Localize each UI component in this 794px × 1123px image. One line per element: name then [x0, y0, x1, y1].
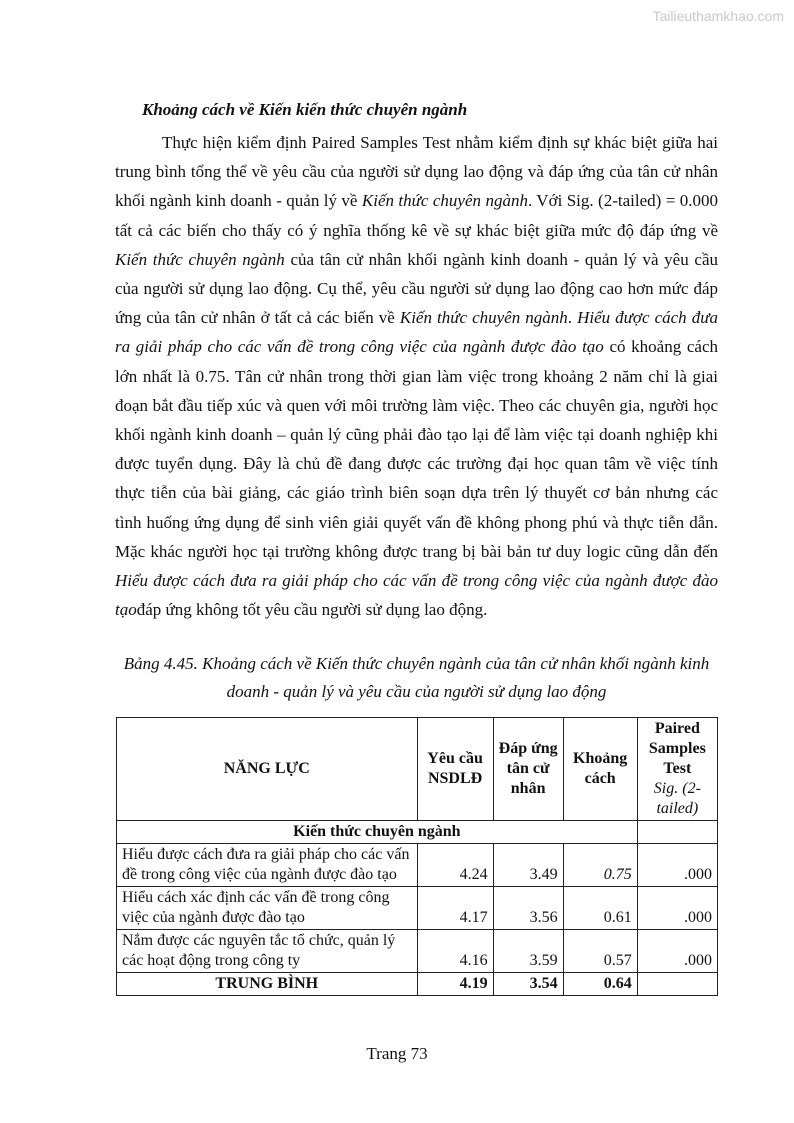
header-gap: Khoảng cách: [563, 718, 637, 821]
total-empty-cell: [637, 973, 717, 996]
para-italic-3: Kiến thức chuyên ngành: [399, 308, 568, 328]
group-empty-cell: [637, 821, 717, 844]
row-gap: 0.75: [563, 844, 637, 887]
header-requirement: Yêu cầu NSDLĐ: [417, 718, 493, 821]
row-response: 3.49: [493, 844, 563, 887]
table-caption: Bảng 4.45. Khoảng cách về Kiến thức chuyên ngành của tân cử nhân khối ngành kinh doanh - quản lý và yêu cầu của người sử dụng lao động: [123, 654, 710, 701]
gap-table: [116, 717, 718, 996]
row-requirement: 4.17: [417, 887, 493, 930]
table-header-row: [117, 718, 718, 821]
section-heading: Khoảng cách về Kiến kiến thức chuyên ngành: [142, 100, 468, 119]
row-gap: 0.57: [563, 930, 637, 973]
row-requirement: 4.16: [417, 930, 493, 973]
para-italic-1: Kiến thức chuyên ngành: [361, 191, 528, 211]
para-italic-5: Hiểu được cách đưa ra giải pháp cho các vấn đề trong công việc của ngành được đào tạo: [115, 571, 718, 620]
group-row: [117, 821, 718, 844]
row-label: Hiểu cách xác định các vấn đề trong công việc của ngành được đào tạo: [117, 887, 418, 930]
watermark: Tailieuthamkhao.com: [652, 8, 784, 24]
total-row: [117, 973, 718, 996]
para-italic-4: Hiểu được cách đưa ra giải pháp cho các vấn đề trong công việc của ngành được đào tạo: [115, 308, 718, 357]
row-label: Nắm được các nguyên tắc tổ chức, quản lý các hoạt động trong công ty: [117, 930, 418, 973]
table-row: [117, 930, 718, 973]
para-italic-2: Kiến thức chuyên ngành: [115, 249, 285, 269]
group-label: Kiến thức chuyên ngành: [117, 821, 638, 844]
body-paragraph: [115, 128, 718, 624]
row-gap: 0.61: [563, 887, 637, 930]
total-gap: 0.64: [563, 973, 637, 996]
row-response: 3.59: [493, 930, 563, 973]
para-text-5: có khoảng cách lớn nhất là 0.75. Tân cử nhân trong thời gian làm việc trong khoảng 2 năm chỉ là giai đoạn bắt đầu tiếp xúc và quen với môi trường làm việc. Theo các chuyên gia, người học khối ngành kinh doanh – quản lý cũng phải đào tạo lại để làm việc tại doanh nghiệp khi được tuyển dụng. Đây là chủ đề đang được các trường đại học quan tâm về việc tính thực tiễn của bài giảng, các giáo trình biên soạn dựa trên lý thuyết cơ bản nhưng các tình huống ứng dụng để sinh viên giải quyết vấn đề không phong phú và thực tiễn dẫn. Mặc khác người học tại trường không được trang bị bài bản tư duy logic cũng dẫn đến: [115, 337, 719, 561]
table-row: [117, 887, 718, 930]
total-label: TRUNG BÌNH: [117, 973, 418, 996]
row-requirement: 4.24: [417, 844, 493, 887]
row-response: 3.56: [493, 887, 563, 930]
row-label: Hiểu được cách đưa ra giải pháp cho các vấn đề trong công việc của ngành được đào tạo: [117, 844, 418, 887]
row-sig: .000: [637, 887, 717, 930]
total-requirement: 4.19: [417, 973, 493, 996]
header-sig-label: Sig. (2-tailed): [653, 780, 701, 817]
total-response: 3.54: [493, 973, 563, 996]
para-text-6: đáp ứng không tốt yêu cầu người sử dụng lao động.: [136, 600, 488, 620]
header-capacity: NĂNG LỰC: [117, 718, 418, 821]
table-row: [117, 844, 718, 887]
para-text-1: Thực hiện kiểm định Paired Samples Test nhằm kiểm định sự khác biệt giữa hai trung bình tổng thể về yêu cầu của người sử dụng lao động và đáp ứng của tân cử nhân khối ngành kinh doanh - quản lý về: [115, 133, 718, 211]
para-text-4: .: [567, 308, 578, 328]
header-paired-test: [637, 718, 717, 821]
para-text-2: . Với Sig. (2-tailed) = 0.000 tất cả các biến cho thấy có ý nghĩa thống kê về sự khác biệt giữa mức độ đáp ứng về: [115, 191, 718, 240]
header-response: Đáp ứng tân cử nhân: [493, 718, 563, 821]
para-text-3: của tân cử nhân khối ngành kinh doanh - quản lý và yêu cầu của người sử dụng lao động. Cụ thể, yêu cầu người sử dụng lao động cao hơn mức đáp ứng của tân cử nhân ở tất cả các biến về: [115, 249, 718, 328]
row-sig: .000: [637, 930, 717, 973]
page-number: Trang 73: [366, 1044, 428, 1063]
row-sig: .000: [637, 844, 717, 887]
header-paired-label: Paired Samples Test: [648, 720, 706, 777]
